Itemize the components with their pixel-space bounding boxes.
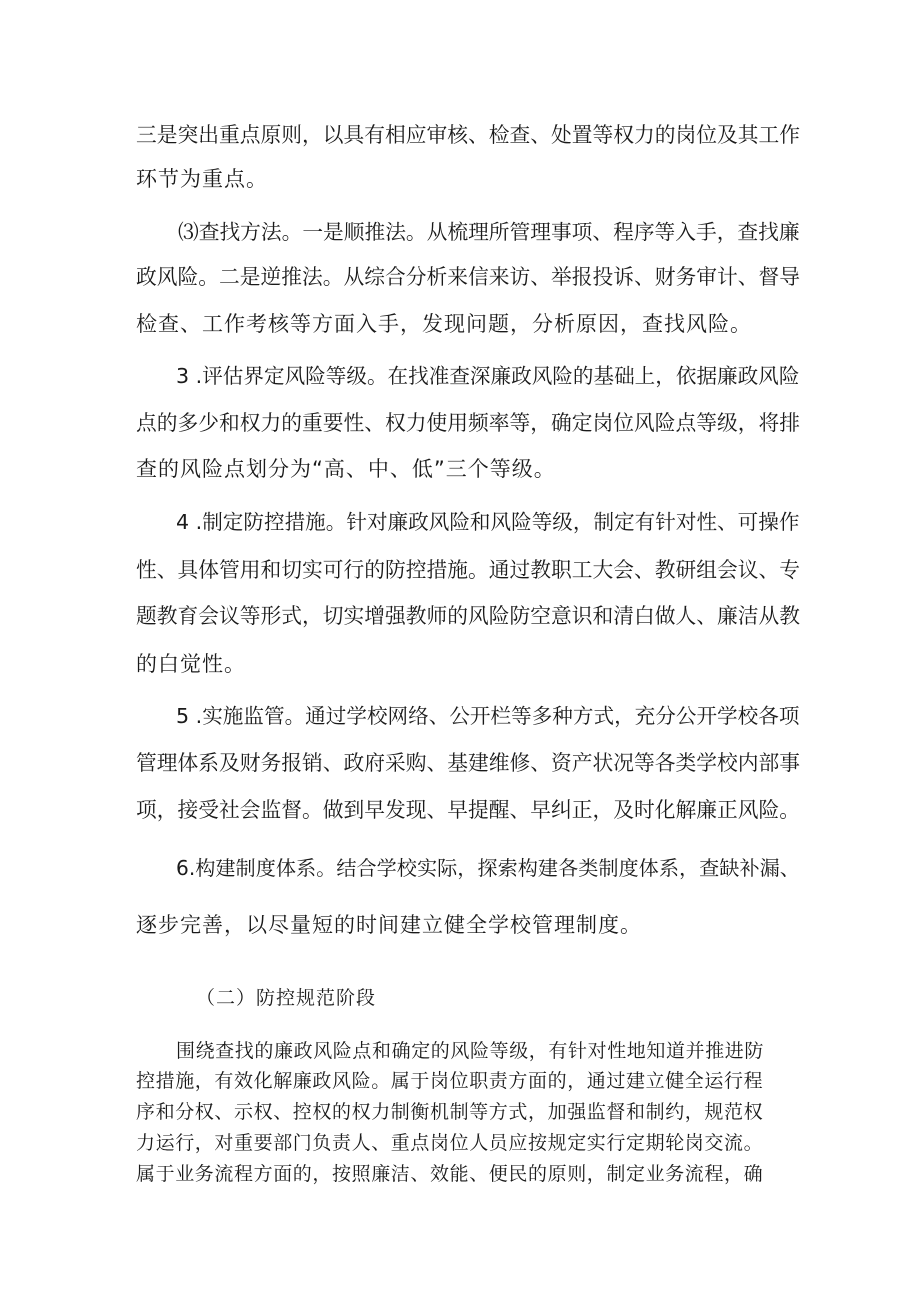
paragraph-line: 项，接受社会监督。做到早发现、早提醒、早纠正，及时化解廉正风险。 bbox=[136, 798, 801, 822]
paragraph-line: 力运行，对重要部门负责人、重点岗位人员应按规定实行定期轮岗交流。 bbox=[136, 1132, 764, 1154]
paragraph-line: 5 .实施监管。通过学校网络、公开栏等多种方式，充分公开学校各项 bbox=[176, 704, 800, 728]
section-heading: （二）防控规范阶段 bbox=[196, 987, 377, 1009]
paragraph-line: 6.构建制度体系。结合学校实际，探索构建各类制度体系，查缺补漏、 bbox=[176, 856, 800, 880]
paragraph-line: 逐步完善，以尽量短的时间建立健全学校管理制度。 bbox=[136, 913, 642, 937]
paragraph-line: ⑶查找方法。一是顺推法。从梳理所管理事项、程序等入手，查找廉 bbox=[178, 220, 800, 244]
paragraph-line: 点的多少和权力的重要性、权力使用频率等，确定岗位风险点等级，将排 bbox=[136, 411, 801, 435]
paragraph-line: 的白觉性。 bbox=[136, 652, 246, 676]
paragraph-line: 性、具体管用和切实可行的防控措施。通过教职工大会、教研组会议、专 bbox=[136, 558, 801, 582]
paragraph-line: 序和分权、示权、控权的权力制衡机制等方式，加强监督和制约，规范权 bbox=[136, 1101, 764, 1123]
paragraph-line: 控措施，有效化解廉政风险。属于岗位职责方面的，通过建立健全运行程 bbox=[136, 1070, 764, 1092]
paragraph-line: 管理体系及财务报销、政府采购、基建维修、资产状况等各类学校内部事 bbox=[136, 751, 801, 775]
paragraph-line: 三是突出重点原则，以具有相应审核、检查、处置等权力的岗位及其工作 bbox=[136, 123, 801, 147]
paragraph-line: 4 .制定防控措施。针对廉政风险和风险等级，制定有针对性、可操作 bbox=[176, 510, 800, 534]
paragraph-line: 环节为重点。 bbox=[136, 167, 268, 191]
paragraph-line: 题教育会议等形式，切实增强教师的风险防空意识和清白做人、廉洁从教 bbox=[136, 604, 801, 628]
paragraph-line: 政风险。二是逆推法。从综合分析来信来访、举报投诉、财务审计、督导 bbox=[136, 265, 801, 289]
paragraph-line: 属于业务流程方面的，按照廉洁、效能、便民的原则，制定业务流程，确 bbox=[136, 1163, 764, 1185]
paragraph-line: 检查、工作考核等方面入手，发现问题，分析原因，查找风险。 bbox=[136, 312, 752, 336]
paragraph-line: 查的风险点划分为“高、中、低”三个等级。 bbox=[136, 457, 556, 481]
paragraph-line: 3 .评估界定风险等级。在找准查深廉政风险的基础上，依据廉政风险 bbox=[176, 364, 800, 388]
paragraph-line: 围绕查找的廉政风险点和确定的风险等级，有针对性地知道并推进防 bbox=[176, 1040, 765, 1062]
